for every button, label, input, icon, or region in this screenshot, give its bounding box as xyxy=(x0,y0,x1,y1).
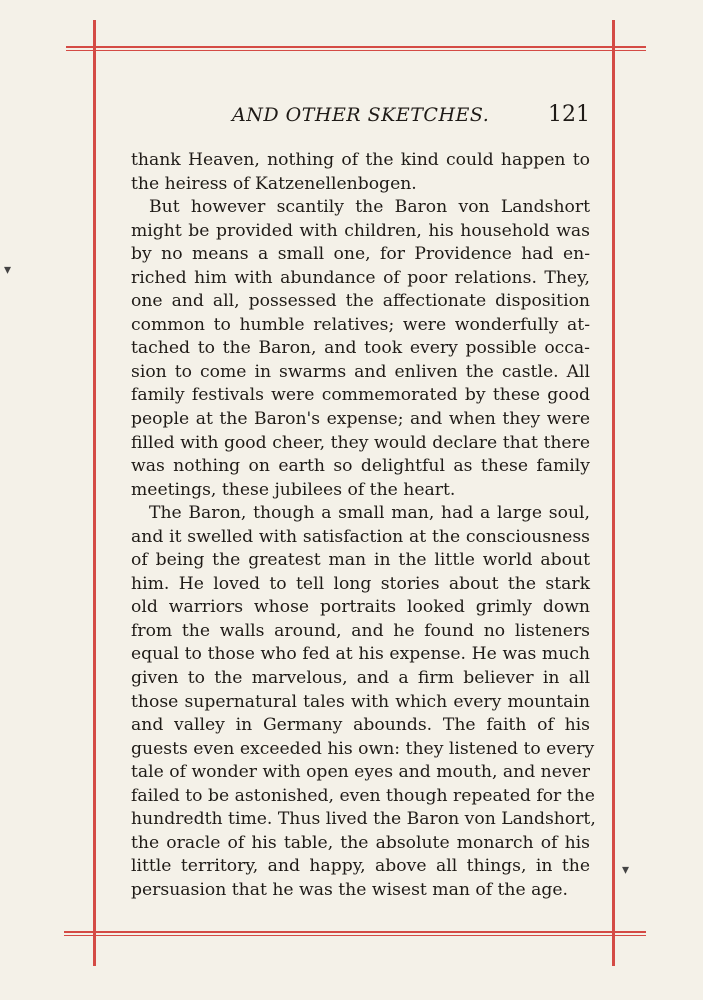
text-line: and it swelled with satisfaction at the consciousness xyxy=(131,526,590,547)
text-line: tached to the Baron, and took every possible occa- xyxy=(131,338,590,359)
body-text xyxy=(131,149,596,903)
text-line: sion to come in swarms and enliven the castle. All xyxy=(131,361,590,382)
text-line: the oracle of his table, the absolute monarch of his xyxy=(131,832,590,853)
text-line: those supernatural tales with which every mountain xyxy=(131,691,590,712)
text-line: guests even exceeded his own: they listened to every xyxy=(131,738,595,759)
text-line: of being the greatest man in the little world about xyxy=(131,550,590,571)
text-line: riched him with abundance of poor relations. They, xyxy=(131,267,590,288)
text-line: people at the Baron's expense; and when they were xyxy=(131,409,590,430)
running-head: AND OTHER SKETCHES. xyxy=(232,104,490,126)
text-line: But however scantily the Baron von Landshort xyxy=(149,197,590,218)
border-left-rule xyxy=(93,20,96,966)
text-line: old warriors whose portraits looked grimly down xyxy=(131,597,590,618)
border-top-rule-1 xyxy=(66,46,646,48)
text-line: from the walls around, and he found no listeners xyxy=(131,620,590,641)
text-line: the heiress of Katzenellenbogen. xyxy=(131,173,417,194)
text-line: equal to those who fed at his expense. He was much xyxy=(131,644,590,665)
border-right-rule xyxy=(612,20,615,966)
text-line: thank Heaven, nothing of the kind could happen to xyxy=(131,150,590,170)
text-line: tale of wonder with open eyes and mouth, and never xyxy=(131,762,591,783)
text-line: common to humble relatives; were wonderfully at- xyxy=(131,314,590,335)
text-line: meetings, these jubilees of the heart. xyxy=(131,479,456,500)
text-line: persuasion that he was the wisest man of the age. xyxy=(131,879,569,900)
border-top-rule-2 xyxy=(66,50,646,51)
text-line: The Baron, though a small man, had a large soul, xyxy=(149,503,590,524)
margin-mark-left: ▾ xyxy=(4,262,12,278)
margin-mark-right: ▾ xyxy=(622,862,630,878)
text-line: failed to be astonished, even though repeated for the xyxy=(131,785,595,806)
text-line: hundredth time. Thus lived the Baron von Landshort, xyxy=(131,809,596,830)
text-line: given to the marvelous, and a firm believer in all xyxy=(131,668,590,689)
page-header xyxy=(131,102,590,132)
text-line: by no means a small one, for Providence had en- xyxy=(131,244,590,265)
text-line: and valley in Germany abounds. The faith of his xyxy=(131,715,590,736)
border-bottom-rule-2 xyxy=(64,935,646,936)
text-line: little territory, and happy, above all things, in the xyxy=(131,856,590,877)
text-line: filled with good cheer, they would declare that there xyxy=(131,432,590,453)
border-bottom-rule-1 xyxy=(64,931,646,933)
text-line: one and all, possessed the affectionate disposition xyxy=(131,291,590,312)
text-line: family festivals were commemorated by these good xyxy=(131,385,590,406)
text-line: him. He loved to tell long stories about the stark xyxy=(131,573,590,594)
text-line: was nothing on earth so delightful as these family xyxy=(131,456,590,477)
page-number: 121 xyxy=(548,102,590,127)
text-line: might be provided with children, his household was xyxy=(131,220,590,241)
